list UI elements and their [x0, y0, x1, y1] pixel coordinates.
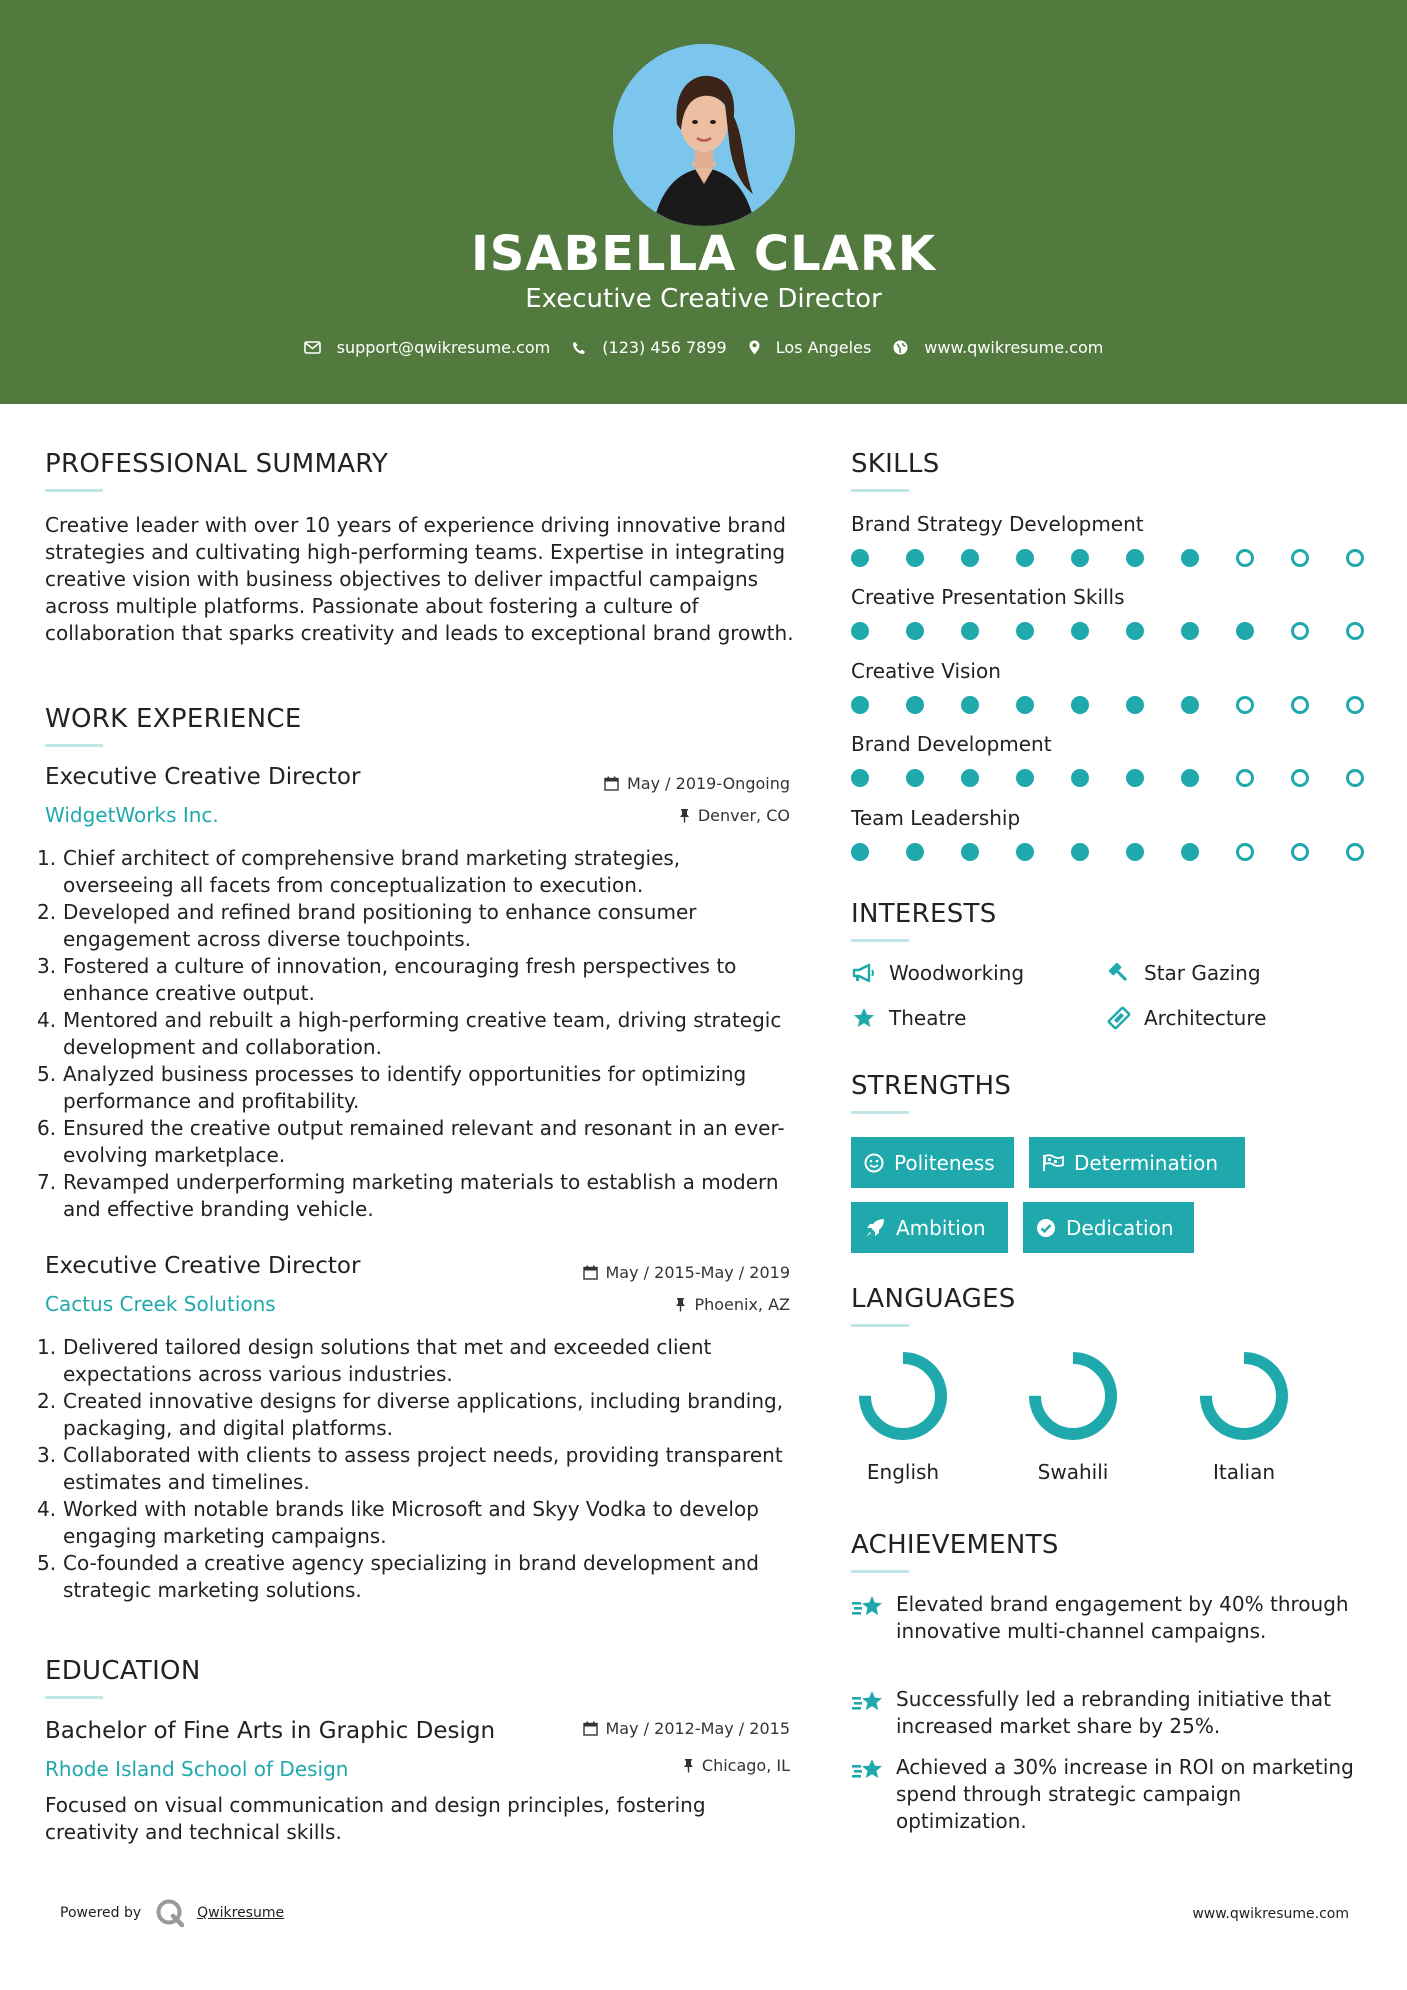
skill-dot-filled [1181, 549, 1199, 567]
skill-dot-empty [1236, 696, 1254, 714]
skill-dot-filled [1181, 769, 1199, 787]
pushpin-icon [683, 1758, 694, 1773]
footer-powered-by [60, 1898, 284, 1928]
education-heading: EDUCATION [45, 1656, 201, 1686]
job-title: Executive Creative Director [45, 1253, 361, 1279]
skill-dot-filled [961, 843, 979, 861]
skill-dot-empty [1291, 696, 1309, 714]
ticket-icon [1106, 1005, 1132, 1031]
skill-dot-filled [1126, 622, 1144, 640]
summary-text: Creative leader with over 10 years of experience driving innovative brand strategies and cultivating high-performing teams. Expertise in integrating creative vision with business objectives to deliver impactful campaigns across multiple platforms. Passionate about fostering a culture of collaboration that sparks creativity and leads to exceptional brand growth. [45, 513, 794, 645]
skill-dot-filled [961, 769, 979, 787]
job-location-text: Phoenix, AZ [694, 1295, 790, 1314]
list-item: 4. Mentored and rebuilt a high-performing creative team, driving strategic development and collaboration. [37, 1008, 782, 1059]
interest-item [851, 960, 1024, 986]
contact-email-text: support@qwikresume.com [336, 338, 551, 357]
contact-location-text: Los Angeles [775, 338, 872, 357]
contact-phone-text: (123) 456 7899 [602, 338, 727, 357]
skill-dot-filled [851, 549, 869, 567]
interest-label: Architecture [1144, 1006, 1267, 1030]
check-circle-icon [1036, 1218, 1056, 1238]
qwikresume-logo-icon [155, 1898, 185, 1928]
skill-dot-filled [906, 843, 924, 861]
skill-rating [851, 549, 1401, 567]
languages-heading: LANGUAGES [851, 1284, 1016, 1314]
skill-rating [851, 622, 1401, 640]
job-company: Cactus Creek Solutions [45, 1292, 276, 1316]
skill-dot-empty [1291, 769, 1309, 787]
skill-dot-filled [906, 769, 924, 787]
list-item: 2. Created innovative designs for diverse applications, including branding, packaging, and digital platforms. [37, 1389, 784, 1440]
summary-underline [45, 489, 103, 492]
calendar-icon [583, 1265, 598, 1280]
skill-dot-empty [1346, 622, 1364, 640]
job-title: Executive Creative Director [45, 764, 361, 790]
list-item: 6. Ensured the creative output remained relevant and resonant in an ever-evolving marketplace. [37, 1116, 785, 1167]
skill-name: Creative Presentation Skills [851, 585, 1125, 609]
education-location [683, 1756, 790, 1775]
skill-name: Brand Development [851, 732, 1052, 756]
strength-label: Ambition [896, 1215, 986, 1240]
skill-dot-filled [1016, 769, 1034, 787]
skill-dot-filled [1181, 843, 1199, 861]
skill-dot-empty [1346, 769, 1364, 787]
candidate-title: Executive Creative Director [525, 284, 882, 314]
skill-dot-empty [1236, 843, 1254, 861]
strength-label: Politeness [894, 1150, 995, 1175]
job-bullets [37, 1334, 797, 1604]
resume-header [0, 0, 1407, 404]
list-item: 1. Chief architect of comprehensive brand marketing strategies, overseeing all facets from conceptualization to execution. [37, 846, 681, 897]
interests-heading: INTERESTS [851, 899, 997, 929]
skill-dot-filled [1016, 549, 1034, 567]
skill-dot-filled [851, 622, 869, 640]
location-pin-icon [749, 340, 760, 355]
achievement-item [851, 1591, 1371, 1645]
skill-dot-filled [1071, 549, 1089, 567]
star-icon [851, 1005, 877, 1031]
education-text: Focused on visual communication and design principles, fostering creativity and technical skills. [45, 1793, 706, 1844]
list-item: 7. Revamped underperforming marketing materials to establish a modern and effective branding vehicle. [37, 1170, 779, 1221]
job-date-text: May / 2019-Ongoing [627, 774, 790, 793]
list-item: 5. Analyzed business processes to identify opportunities for optimizing performance and profitability. [37, 1062, 747, 1113]
skill-dot-empty [1291, 622, 1309, 640]
shooting-star-icon [851, 1754, 885, 1835]
skill-dot-empty [1346, 696, 1364, 714]
skill-dot-empty [1236, 769, 1254, 787]
skill-dot-filled [1181, 622, 1199, 640]
envelope-icon [304, 341, 321, 354]
job-location-text: Denver, CO [697, 806, 790, 825]
language-name: Swahili [1037, 1460, 1109, 1484]
skill-dot-filled [851, 843, 869, 861]
contact-website-text: www.qwikresume.com [924, 338, 1104, 357]
skill-dot-filled [1016, 843, 1034, 861]
strength-label: Dedication [1066, 1215, 1174, 1240]
skill-rating [851, 843, 1401, 861]
language-name: English [866, 1460, 940, 1484]
calendar-icon [604, 776, 619, 791]
megaphone-icon [851, 960, 877, 986]
achievement-text: Elevated brand engagement by 40% through innovative multi-channel campaigns. [896, 1592, 1349, 1643]
interest-label: Woodworking [889, 961, 1025, 985]
shooting-star-icon [851, 1686, 885, 1740]
skill-dot-filled [906, 622, 924, 640]
skills-heading: SKILLS [851, 449, 940, 479]
list-item: 1. Delivered tailored design solutions that met and exceeded client expectations across various industries. [37, 1335, 712, 1386]
achievements-underline [851, 1570, 909, 1573]
skill-dot-filled [961, 549, 979, 567]
language-item [1018, 1350, 1128, 1484]
skill-dot-filled [851, 769, 869, 787]
skill-dot-filled [1016, 622, 1034, 640]
profile-photo [613, 44, 795, 226]
skill-dot-empty [1236, 549, 1254, 567]
smile-icon [864, 1153, 884, 1173]
school-name: Rhode Island School of Design [45, 1757, 349, 1781]
job-location [679, 806, 790, 825]
interest-label: Theatre [889, 1006, 967, 1030]
job-date [604, 774, 790, 793]
education-date-text: May / 2012-May / 2015 [605, 1719, 790, 1738]
achievement-text: Achieved a 30% increase in ROI on marketing spend through strategic campaign optimization. [896, 1755, 1354, 1833]
skill-dot-filled [1071, 696, 1089, 714]
experience-underline [45, 744, 103, 747]
skill-rating [851, 769, 1401, 787]
interest-item [851, 1005, 966, 1031]
strength-badge [851, 1202, 1008, 1253]
skills-underline [851, 489, 909, 492]
flag-icon [1042, 1154, 1064, 1172]
portrait-image [613, 44, 795, 226]
strength-badge [1029, 1137, 1245, 1188]
skill-dot-filled [961, 622, 979, 640]
calendar-icon [583, 1721, 598, 1736]
job-date-text: May / 2015-May / 2019 [605, 1263, 790, 1282]
rocket-icon [864, 1217, 886, 1239]
achievement-item [851, 1686, 1371, 1740]
list-item: 3. Collaborated with clients to assess project needs, providing transparent estimates and timelines. [37, 1443, 783, 1494]
contact-bar [0, 338, 1407, 357]
experience-heading: WORK EXPERIENCE [45, 704, 302, 734]
job-bullets [37, 845, 797, 1223]
achievement-item [851, 1754, 1371, 1835]
shooting-star-icon [851, 1591, 885, 1645]
language-item [1189, 1350, 1299, 1484]
skill-dot-filled [1071, 843, 1089, 861]
language-proficiency-ring [857, 1350, 949, 1442]
degree-title: Bachelor of Fine Arts in Graphic Design [45, 1718, 496, 1744]
skill-dot-filled [1071, 622, 1089, 640]
contact-phone[interactable] [572, 338, 726, 357]
skill-name: Creative Vision [851, 659, 1001, 683]
powered-by-label: Powered by [60, 1905, 142, 1921]
footer-url[interactable]: www.qwikresume.com [1192, 1906, 1349, 1922]
education-underline [45, 1696, 103, 1699]
interest-item [1106, 960, 1261, 986]
globe-icon [893, 340, 908, 355]
skill-dot-empty [1291, 843, 1309, 861]
skill-dot-filled [1126, 843, 1144, 861]
interests-underline [851, 939, 909, 942]
skill-dot-filled [851, 696, 869, 714]
education-location-text: Chicago, IL [701, 1756, 790, 1775]
skill-dot-filled [1126, 769, 1144, 787]
skill-dot-empty [1346, 549, 1364, 567]
skill-dot-filled [1071, 769, 1089, 787]
gavel-icon [1106, 960, 1132, 986]
job-company: WidgetWorks Inc. [45, 803, 219, 827]
language-name: Italian [1212, 1460, 1276, 1484]
strength-label: Determination [1074, 1150, 1219, 1175]
skill-dot-filled [961, 696, 979, 714]
interest-item [1106, 1005, 1266, 1031]
skill-dot-empty [1291, 549, 1309, 567]
skill-dot-filled [906, 549, 924, 567]
achievement-text: Successfully led a rebranding initiative that increased market share by 25%. [896, 1687, 1331, 1738]
candidate-name: ISABELLA CLARK [470, 226, 937, 282]
skill-dot-filled [1126, 696, 1144, 714]
skill-dot-filled [1181, 696, 1199, 714]
skill-dot-filled [1236, 622, 1254, 640]
education-date [583, 1719, 791, 1738]
language-proficiency-ring [1027, 1350, 1119, 1442]
contact-location [749, 338, 872, 357]
contact-website[interactable] [893, 338, 1103, 357]
summary-heading: PROFESSIONAL SUMMARY [45, 449, 389, 479]
achievements-heading: ACHIEVEMENTS [851, 1530, 1059, 1560]
skill-name: Brand Strategy Development [851, 512, 1144, 536]
list-item: 5. Co-founded a creative agency specializing in brand development and strategic marketing solutions. [37, 1551, 759, 1602]
job-date [583, 1263, 791, 1282]
phone-icon [572, 341, 586, 355]
interest-label: Star Gazing [1144, 961, 1261, 985]
list-item: 2. Developed and refined brand positioning to enhance consumer engagement across diverse touchpoints. [37, 900, 697, 951]
language-item [848, 1350, 958, 1484]
list-item: 3. Fostered a culture of innovation, encouraging fresh perspectives to enhance creative output. [37, 954, 737, 1005]
skill-dot-filled [1126, 549, 1144, 567]
language-proficiency-ring [1198, 1350, 1290, 1442]
skill-dot-filled [1016, 696, 1034, 714]
job-location [675, 1295, 790, 1314]
skill-dot-empty [1346, 843, 1364, 861]
skill-name: Team Leadership [851, 806, 1021, 830]
skill-rating [851, 696, 1401, 714]
pushpin-icon [679, 808, 690, 823]
strengths-underline [851, 1111, 909, 1114]
pushpin-icon [675, 1297, 686, 1312]
strength-badge [1023, 1202, 1194, 1253]
contact-email[interactable] [304, 338, 551, 357]
strengths-heading: STRENGTHS [851, 1071, 1012, 1101]
languages-underline [851, 1324, 909, 1327]
strength-badge [851, 1137, 1014, 1188]
list-item: 4. Worked with notable brands like Microsoft and Skyy Vodka to develop engaging marketing campaigns. [37, 1497, 759, 1548]
qwikresume-link[interactable]: Qwikresume [197, 1905, 285, 1921]
skill-dot-filled [906, 696, 924, 714]
